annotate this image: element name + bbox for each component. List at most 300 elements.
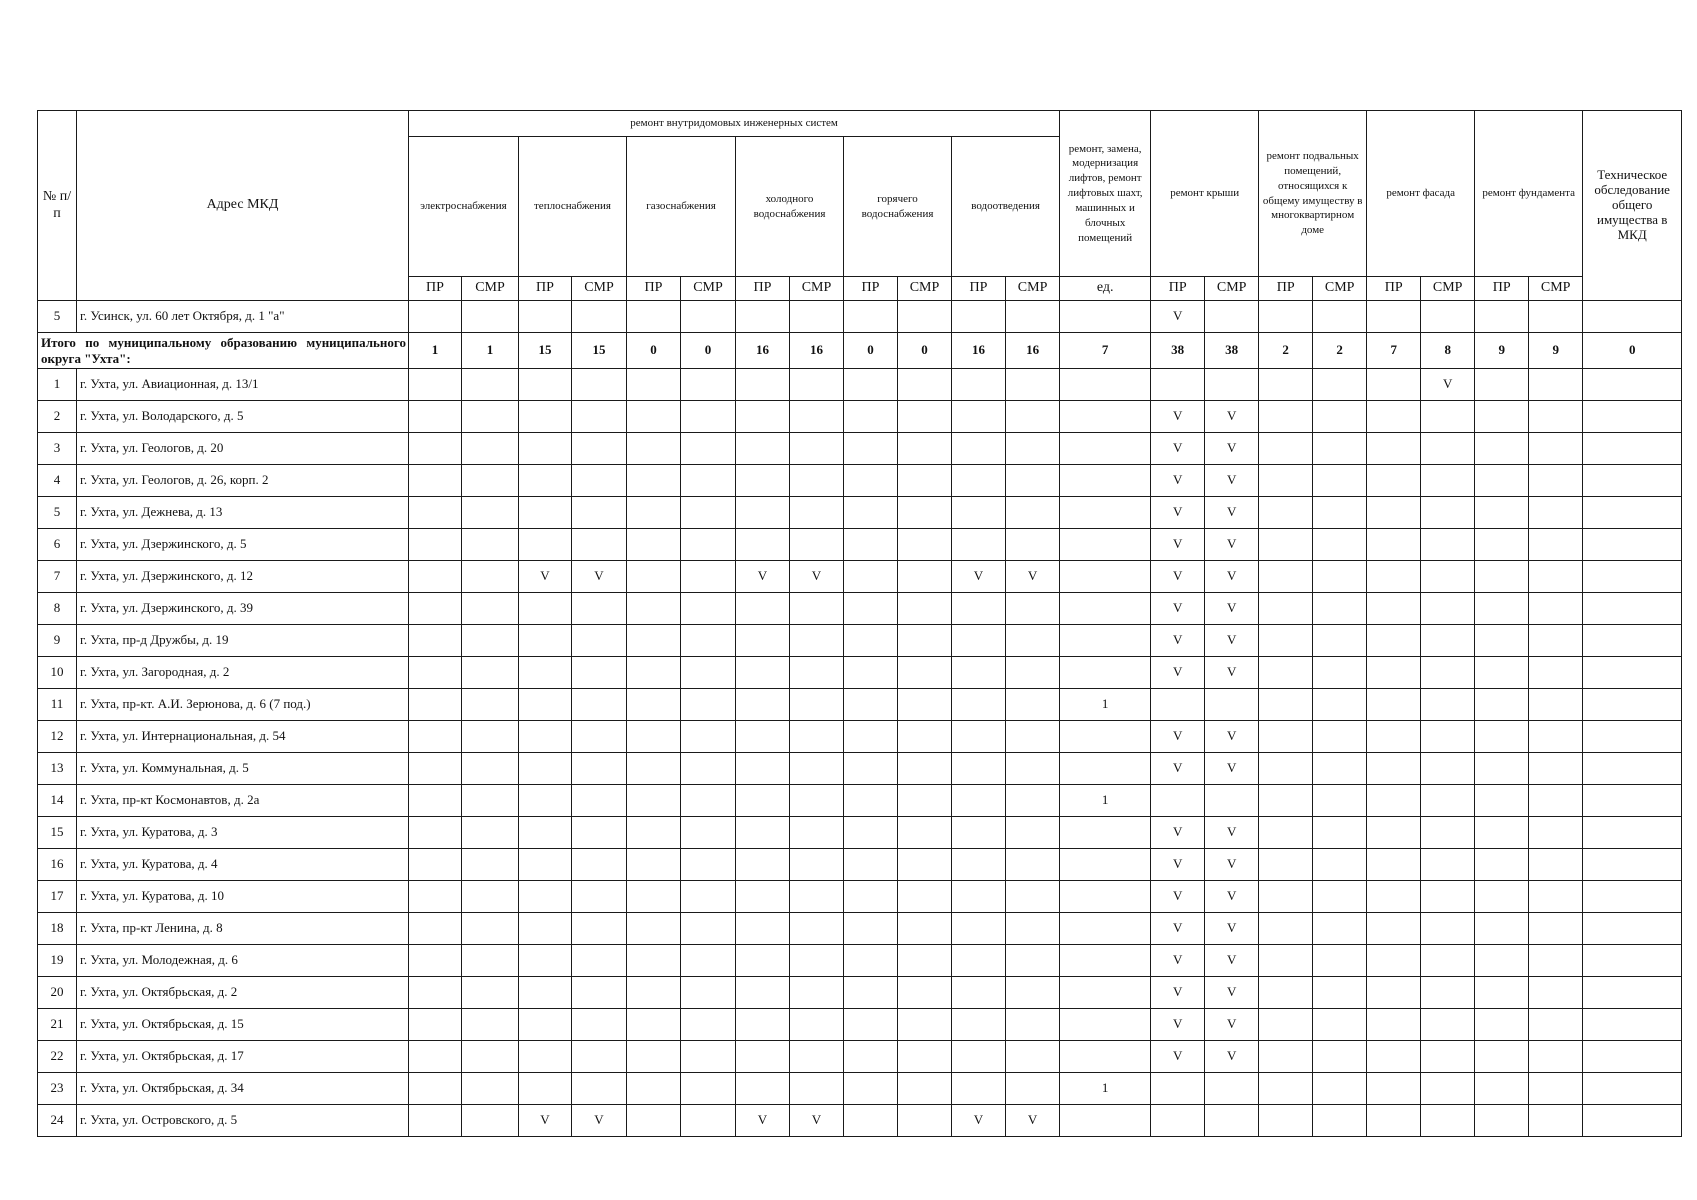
electricity-smr-cell: [462, 301, 519, 333]
basement-smr-cell: [1313, 369, 1367, 401]
row-number: 22: [38, 1041, 77, 1073]
foundation-pr-cell: [1475, 433, 1529, 465]
cold-water-smr-cell: V: [790, 1105, 844, 1137]
heating-pr-cell: [519, 625, 572, 657]
sewage-pr-cell: [952, 913, 1006, 945]
foundation-pr-cell: [1475, 817, 1529, 849]
roof-header: ремонт крыши: [1151, 111, 1259, 277]
table-row: [38, 401, 1682, 433]
hot-water-smr-cell: [898, 1009, 952, 1041]
row-number: 20: [38, 977, 77, 1009]
roof-smr-cell: [1205, 785, 1259, 817]
row-address: г. Ухта, ул. Октябрьская, д. 2: [77, 977, 409, 1009]
basement-pr-cell: [1259, 1009, 1313, 1041]
basement-smr-cell: [1313, 561, 1367, 593]
elevators-unit-cell: 1: [1060, 785, 1151, 817]
foundation-smr-cell: [1529, 817, 1583, 849]
hot-water-smr-cell: [898, 529, 952, 561]
cold-water-smr-cell: 16: [790, 333, 844, 369]
roof-pr-cell: [1151, 369, 1205, 401]
heating-pr-cell: [519, 913, 572, 945]
facade-smr-cell: 8: [1421, 333, 1475, 369]
heating-header: теплоснабжения: [519, 137, 627, 277]
basement-pr-cell: [1259, 625, 1313, 657]
gas-smr-cell: [681, 465, 736, 497]
elevators-unit-cell: [1060, 561, 1151, 593]
electricity-smr-cell: [462, 369, 519, 401]
electricity-smr-cell: [462, 433, 519, 465]
hot-water-smr-cell: [898, 945, 952, 977]
sewage-pr-cell: [952, 497, 1006, 529]
sewage-smr-cell: [1006, 657, 1060, 689]
heating-pr-cell: [519, 817, 572, 849]
basement-pr-cell: [1259, 433, 1313, 465]
hot-water-header: горячего водоснабжения: [844, 137, 952, 277]
cold-water-pr-cell: [736, 497, 790, 529]
heating-smr-cell: [572, 1041, 627, 1073]
facade-pr-cell: [1367, 625, 1421, 657]
electricity-pr-cell: 1: [409, 333, 462, 369]
table-row: [38, 721, 1682, 753]
basement-pr-cell: [1259, 369, 1313, 401]
facade-smr-cell: [1421, 657, 1475, 689]
elevators-unit-cell: 7: [1060, 333, 1151, 369]
inspection-cell: [1583, 849, 1682, 881]
facade-smr-cell: [1421, 881, 1475, 913]
elevators-unit-cell: [1060, 817, 1151, 849]
roof-smr-cell: [1205, 369, 1259, 401]
facade-pr-cell: [1367, 689, 1421, 721]
basement-smr-cell: [1313, 785, 1367, 817]
sewage-smr-cell: [1006, 529, 1060, 561]
cold-water-smr-cell: [790, 785, 844, 817]
hot-water-smr-cell: [898, 561, 952, 593]
heating-smr-cell: [572, 433, 627, 465]
cold-water-smr-cell: V: [790, 561, 844, 593]
table-row: [38, 849, 1682, 881]
facade-pr-cell: [1367, 1009, 1421, 1041]
basement-smr-cell: [1313, 913, 1367, 945]
electricity-smr-cell: [462, 561, 519, 593]
cold-water-smr-cell: [790, 689, 844, 721]
sewage-pr-cell: [952, 1041, 1006, 1073]
table-row: [38, 625, 1682, 657]
row-number: 24: [38, 1105, 77, 1137]
electricity-smr-cell: [462, 689, 519, 721]
facade-pr-cell: [1367, 465, 1421, 497]
gas-pr-cell: 0: [627, 333, 681, 369]
heating-pr-cell: [519, 465, 572, 497]
row-address: г. Ухта, ул. Дежнева, д. 13: [77, 497, 409, 529]
foundation-smr-cell: [1529, 657, 1583, 689]
heating-smr-cell: [572, 657, 627, 689]
basement-pr-cell: [1259, 977, 1313, 1009]
electricity-smr-cell: [462, 593, 519, 625]
facade-pr-cell: [1367, 561, 1421, 593]
row-number: 5: [38, 497, 77, 529]
gas-smr-cell: [681, 433, 736, 465]
foundation-pr-cell: [1475, 593, 1529, 625]
sewage-pr-cell: [952, 689, 1006, 721]
roof-smr-cell: V: [1205, 753, 1259, 785]
roof-smr-cell: V: [1205, 817, 1259, 849]
cold-water-smr-cell: [790, 369, 844, 401]
cold-water-pr-cell: [736, 625, 790, 657]
row-number: 11: [38, 689, 77, 721]
hot-water-smr-cell: [898, 721, 952, 753]
foundation-pr-cell: [1475, 1009, 1529, 1041]
hot-water-pr-cell: [844, 529, 898, 561]
table-row: [38, 301, 1682, 333]
sewage-smr-cell: V: [1006, 561, 1060, 593]
foundation-smr-cell: [1529, 913, 1583, 945]
electricity-pr-cell: [409, 465, 462, 497]
foundation-pr-cell: [1475, 785, 1529, 817]
foundation-smr-cell: [1529, 561, 1583, 593]
foundation-smr-cell: [1529, 529, 1583, 561]
gas-smr-cell: [681, 785, 736, 817]
roof-pr-cell: V: [1151, 657, 1205, 689]
inspection-cell: [1583, 721, 1682, 753]
electricity-pr-cell: [409, 721, 462, 753]
hot-water-pr-cell: [844, 849, 898, 881]
heating-smr-cell: [572, 1009, 627, 1041]
basement-smr-cell: [1313, 945, 1367, 977]
electricity-pr-cell: [409, 529, 462, 561]
facade-header: ремонт фасада: [1367, 111, 1475, 277]
heating-pr-cell: [519, 721, 572, 753]
facade-pr-cell: [1367, 817, 1421, 849]
gas-smr-cell: [681, 301, 736, 333]
gas-pr-cell: [627, 1073, 681, 1105]
basement-smr-cell: [1313, 1041, 1367, 1073]
sewage-pr-cell: V: [952, 561, 1006, 593]
gas-pr-cell: [627, 625, 681, 657]
gas-pr-cell: [627, 657, 681, 689]
facade-pr-cell: [1367, 1105, 1421, 1137]
elevators-unit-cell: [1060, 881, 1151, 913]
cold-water-smr-cell: [790, 817, 844, 849]
inspection-cell: [1583, 945, 1682, 977]
facade-pr-cell: [1367, 1073, 1421, 1105]
hot-water-pr-cell: [844, 465, 898, 497]
gas-smr-cell: [681, 753, 736, 785]
elevators-unit-cell: [1060, 497, 1151, 529]
hot-water-pr-cell: [844, 301, 898, 333]
basement-pr-cell: [1259, 465, 1313, 497]
basement-pr-cell: [1259, 785, 1313, 817]
inspection-cell: [1583, 1105, 1682, 1137]
row-number: 16: [38, 849, 77, 881]
heating-pr-cell: [519, 529, 572, 561]
foundation-smr-cell: [1529, 881, 1583, 913]
inspection-cell: [1583, 785, 1682, 817]
facade-pr-cell: [1367, 1041, 1421, 1073]
electricity-pr-cell: [409, 369, 462, 401]
gas-smr-cell: [681, 657, 736, 689]
total-label: Итого по муниципальному образованию муниципального округа "Ухта":: [38, 333, 409, 369]
facade-smr-cell: [1421, 401, 1475, 433]
gas-smr-cell: [681, 625, 736, 657]
heating-pr-cell: [519, 1041, 572, 1073]
hot-water-smr-cell: [898, 913, 952, 945]
sewage-smr-cell: [1006, 1073, 1060, 1105]
foundation-smr-cell: [1529, 301, 1583, 333]
table-row: [38, 913, 1682, 945]
gas-pr-cell: [627, 369, 681, 401]
foundation-pr-cell: [1475, 753, 1529, 785]
cold-water-pr-cell: [736, 881, 790, 913]
elevators-header: ремонт, замена, модернизация лифтов, ремонт лифтовых шахт, машинных и блочных помещений: [1060, 111, 1151, 277]
roof-pr-cell: V: [1151, 721, 1205, 753]
row-number: 13: [38, 753, 77, 785]
roof-smr-header: СМР: [1205, 277, 1259, 301]
cold-water-pr-cell: [736, 753, 790, 785]
table-row: [38, 1073, 1682, 1105]
sewage-smr-cell: [1006, 301, 1060, 333]
sewage-smr-cell: [1006, 1009, 1060, 1041]
electricity-pr-cell: [409, 977, 462, 1009]
sewage-smr-cell: [1006, 689, 1060, 721]
gas-pr-cell: [627, 529, 681, 561]
roof-smr-cell: [1205, 689, 1259, 721]
heating-pr-cell: 15: [519, 333, 572, 369]
heating-pr-cell: [519, 369, 572, 401]
heating-smr-cell: V: [572, 1105, 627, 1137]
roof-smr-cell: V: [1205, 1009, 1259, 1041]
row-number: 3: [38, 433, 77, 465]
heating-smr-cell: [572, 817, 627, 849]
foundation-pr-cell: [1475, 977, 1529, 1009]
gas-pr-cell: [627, 301, 681, 333]
elevators-unit-cell: [1060, 301, 1151, 333]
address-header: Адрес МКД: [77, 111, 409, 301]
foundation-smr-cell: [1529, 689, 1583, 721]
electricity-smr-cell: 1: [462, 333, 519, 369]
cold-water-pr-cell: [736, 721, 790, 753]
gas-smr-header: СМР: [681, 277, 736, 301]
sewage-pr-cell: [952, 1073, 1006, 1105]
elevators-unit-cell: [1060, 433, 1151, 465]
internal-systems-header: ремонт внутридомовых инженерных систем: [409, 111, 1060, 137]
row-number: 1: [38, 369, 77, 401]
foundation-smr-cell: [1529, 1009, 1583, 1041]
cold-water-pr-cell: 16: [736, 333, 790, 369]
gas-smr-cell: [681, 689, 736, 721]
sewage-smr-cell: [1006, 945, 1060, 977]
roof-smr-cell: V: [1205, 881, 1259, 913]
inspection-cell: [1583, 977, 1682, 1009]
inspection-cell: [1583, 753, 1682, 785]
sewage-pr-cell: [952, 625, 1006, 657]
inspection-cell: [1583, 1009, 1682, 1041]
table-row: [38, 433, 1682, 465]
hot-water-pr-cell: [844, 721, 898, 753]
heating-pr-header: ПР: [519, 277, 572, 301]
row-number: 7: [38, 561, 77, 593]
table-row: [38, 657, 1682, 689]
roof-smr-cell: 38: [1205, 333, 1259, 369]
electricity-pr-cell: [409, 753, 462, 785]
row-number: 18: [38, 913, 77, 945]
roof-smr-cell: V: [1205, 977, 1259, 1009]
basement-smr-cell: [1313, 753, 1367, 785]
facade-smr-cell: [1421, 721, 1475, 753]
foundation-pr-cell: [1475, 1105, 1529, 1137]
electricity-pr-cell: [409, 913, 462, 945]
electricity-smr-cell: [462, 657, 519, 689]
gas-smr-cell: [681, 1105, 736, 1137]
cold-water-smr-cell: [790, 849, 844, 881]
heating-smr-cell: [572, 529, 627, 561]
hot-water-smr-cell: [898, 465, 952, 497]
facade-smr-cell: [1421, 977, 1475, 1009]
row-address: г. Ухта, ул. Куратова, д. 3: [77, 817, 409, 849]
cold-water-smr-cell: [790, 497, 844, 529]
sewage-smr-cell: 16: [1006, 333, 1060, 369]
roof-smr-cell: V: [1205, 721, 1259, 753]
cold-water-pr-cell: [736, 1009, 790, 1041]
basement-smr-cell: [1313, 401, 1367, 433]
gas-pr-cell: [627, 721, 681, 753]
hot-water-pr-cell: [844, 497, 898, 529]
electricity-smr-cell: [462, 881, 519, 913]
sewage-pr-cell: [952, 753, 1006, 785]
roof-pr-cell: V: [1151, 433, 1205, 465]
row-address: г. Ухта, ул. Дзержинского, д. 39: [77, 593, 409, 625]
sewage-pr-cell: [952, 977, 1006, 1009]
electricity-smr-cell: [462, 465, 519, 497]
hot-water-smr-cell: [898, 301, 952, 333]
foundation-pr-cell: [1475, 529, 1529, 561]
hot-water-pr-cell: [844, 401, 898, 433]
basement-smr-cell: [1313, 817, 1367, 849]
sewage-pr-cell: [952, 849, 1006, 881]
gas-pr-cell: [627, 561, 681, 593]
heating-smr-cell: [572, 913, 627, 945]
sewage-smr-cell: [1006, 401, 1060, 433]
heating-smr-cell: [572, 497, 627, 529]
electricity-pr-cell: [409, 433, 462, 465]
basement-smr-cell: [1313, 849, 1367, 881]
gas-smr-cell: [681, 529, 736, 561]
hot-water-pr-cell: [844, 913, 898, 945]
sewage-pr-cell: [952, 433, 1006, 465]
gas-smr-cell: [681, 977, 736, 1009]
basement-pr-header: ПР: [1259, 277, 1313, 301]
basement-pr-cell: [1259, 1105, 1313, 1137]
roof-smr-cell: [1205, 1073, 1259, 1105]
basement-pr-cell: [1259, 721, 1313, 753]
inspection-cell: [1583, 1073, 1682, 1105]
roof-pr-cell: V: [1151, 977, 1205, 1009]
electricity-header: электроснабжения: [409, 137, 519, 277]
electricity-pr-cell: [409, 657, 462, 689]
roof-pr-cell: V: [1151, 561, 1205, 593]
electricity-pr-cell: [409, 497, 462, 529]
elevators-unit-cell: [1060, 1009, 1151, 1041]
foundation-smr-cell: [1529, 785, 1583, 817]
hot-water-pr-cell: [844, 561, 898, 593]
facade-smr-cell: V: [1421, 369, 1475, 401]
sewage-smr-cell: [1006, 881, 1060, 913]
cold-water-smr-cell: [790, 529, 844, 561]
inspection-cell: 0: [1583, 333, 1682, 369]
elevators-unit-cell: 1: [1060, 689, 1151, 721]
foundation-pr-cell: 9: [1475, 333, 1529, 369]
basement-pr-cell: [1259, 593, 1313, 625]
hot-water-smr-cell: [898, 689, 952, 721]
electricity-smr-cell: [462, 497, 519, 529]
row-address: г. Ухта, ул. Дзержинского, д. 5: [77, 529, 409, 561]
sewage-pr-cell: [952, 817, 1006, 849]
electricity-pr-cell: [409, 1073, 462, 1105]
table-row: [38, 945, 1682, 977]
facade-pr-cell: [1367, 433, 1421, 465]
roof-pr-cell: V: [1151, 849, 1205, 881]
elevators-unit-cell: [1060, 593, 1151, 625]
row-address: г. Ухта, ул. Авиационная, д. 13/1: [77, 369, 409, 401]
facade-smr-cell: [1421, 689, 1475, 721]
sewage-pr-cell: [952, 465, 1006, 497]
row-address: г. Ухта, ул. Островского, д. 5: [77, 1105, 409, 1137]
heating-pr-cell: [519, 1009, 572, 1041]
table-row: [38, 753, 1682, 785]
heating-smr-cell: [572, 753, 627, 785]
table-row: [38, 561, 1682, 593]
gas-pr-cell: [627, 945, 681, 977]
hot-water-smr-cell: [898, 433, 952, 465]
cold-water-smr-cell: [790, 1073, 844, 1105]
roof-pr-cell: V: [1151, 497, 1205, 529]
hot-water-pr-cell: [844, 369, 898, 401]
row-number: 21: [38, 1009, 77, 1041]
gas-pr-cell: [627, 1041, 681, 1073]
facade-smr-cell: [1421, 465, 1475, 497]
electricity-smr-cell: [462, 1009, 519, 1041]
sewage-pr-cell: [952, 401, 1006, 433]
sewage-pr-cell: [952, 529, 1006, 561]
foundation-smr-cell: [1529, 369, 1583, 401]
sewage-smr-cell: [1006, 721, 1060, 753]
foundation-smr-cell: [1529, 593, 1583, 625]
cold-water-smr-cell: [790, 593, 844, 625]
electricity-pr-cell: [409, 301, 462, 333]
cold-water-pr-cell: [736, 433, 790, 465]
roof-pr-cell: V: [1151, 1041, 1205, 1073]
gas-pr-header: ПР: [627, 277, 681, 301]
hot-water-pr-cell: [844, 945, 898, 977]
roof-smr-cell: V: [1205, 913, 1259, 945]
electricity-pr-cell: [409, 593, 462, 625]
facade-smr-cell: [1421, 817, 1475, 849]
roof-smr-cell: [1205, 1105, 1259, 1137]
foundation-pr-cell: [1475, 301, 1529, 333]
facade-smr-cell: [1421, 497, 1475, 529]
foundation-smr-cell: [1529, 465, 1583, 497]
sewage-pr-cell: 16: [952, 333, 1006, 369]
elevators-unit-cell: [1060, 721, 1151, 753]
gas-pr-cell: [627, 881, 681, 913]
row-address: г. Ухта, ул. Коммунальная, д. 5: [77, 753, 409, 785]
basement-pr-cell: [1259, 913, 1313, 945]
row-address: г. Ухта, пр-кт Космонавтов, д. 2а: [77, 785, 409, 817]
inspection-cell: [1583, 657, 1682, 689]
row-number: 17: [38, 881, 77, 913]
electricity-pr-cell: [409, 625, 462, 657]
facade-smr-cell: [1421, 753, 1475, 785]
heating-pr-cell: [519, 1073, 572, 1105]
